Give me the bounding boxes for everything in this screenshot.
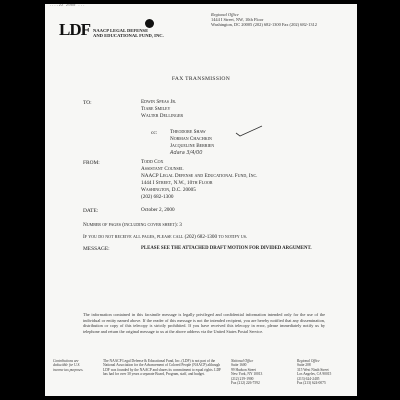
confidentiality-notice: The information contained in this facsimile message is legally privileged and confidential information intended only for the use of the individual or entity named above. If the reader of this message is not the intended recipient, you are hereby notified that any dissemination, distribution or copy of this telecopy is strictly prohibited. If you have received this telecopy in error, please immediately notify us by telephone and return the original message to us at the above address via the United States Postal Service. bbox=[83, 312, 325, 334]
message-value: PLEASE SEE THE ATTACHED DRAFT MOTION FOR DIVIDED ARGUMENT. bbox=[141, 246, 312, 251]
receipt-notice: If you do not receive all pages, please call (202) 682-1300 to notify us. bbox=[83, 234, 248, 240]
from-sender: Todd Cox Assistant Counsel NAACP Legal Defense and Educational Fund, Inc. 1444 I Street, N.W., 10th Floor Washington, D.C. 20005 (202) 682-1300 bbox=[141, 159, 258, 200]
check-mark-icon bbox=[235, 125, 263, 137]
footer-tax-note: Contributions are deductible for U.S. income tax purposes. bbox=[53, 359, 84, 372]
scan-header: ...-22 2000 ... bbox=[49, 4, 86, 8]
date-label: DATE: bbox=[83, 208, 99, 214]
footer-regional-office: Regional Office Suite 208 315 West Ninth Street Los Angeles, CA 90015 (213) 624-2405 Fax (213) 624-0075 bbox=[297, 359, 332, 386]
doc-title: FAX TRANSMISSION bbox=[171, 76, 231, 82]
cc-label: cc: bbox=[151, 130, 158, 136]
fax-page bbox=[45, 4, 357, 396]
footer-ldf-statement: The NAACP Legal Defense & Educational Fund, Inc. (LDF) is not part of the National Association for the Advancement of Colored People (NAACP) although LDF was founded by the NAACP and shares its commitment to equal rights. LDF has had for over 30 years a separate Board, Program, staff, and budget. bbox=[103, 359, 222, 377]
from-label: FROM: bbox=[83, 160, 100, 166]
footer-national-office: National Office Suite 1600 99 Hudson Street New York, NY 10013 (212) 219-1900 Fax (212) 226-7592 bbox=[231, 359, 263, 386]
regional-office-header: Regional Office 1444 I Street, NW, 10th Floor Washington, DC 20005 (202) 682-1300 Fax (202) 682-1312 bbox=[211, 12, 317, 28]
cc-recipients: Theodore Shaw Norman Chachkin Jacqueline Berrien bbox=[170, 129, 215, 149]
date-value: October 2, 2000 bbox=[141, 207, 175, 213]
to-recipients: Edwin Speas Jr. Tiare Smiley Walter Dellinger bbox=[141, 99, 184, 119]
message-label: MESSAGE: bbox=[83, 246, 110, 252]
punch-hole bbox=[145, 19, 154, 28]
ldf-logo: LDF bbox=[59, 20, 90, 39]
handwritten-note: Adara 3/4/00 bbox=[170, 150, 203, 156]
to-label: TO: bbox=[83, 100, 92, 106]
page-count: Number of pages (including cover sheet): 3 bbox=[83, 222, 182, 228]
org-name: NAACP LEGAL DEFENSE AND EDUCATIONAL FUND, INC. bbox=[93, 28, 164, 39]
